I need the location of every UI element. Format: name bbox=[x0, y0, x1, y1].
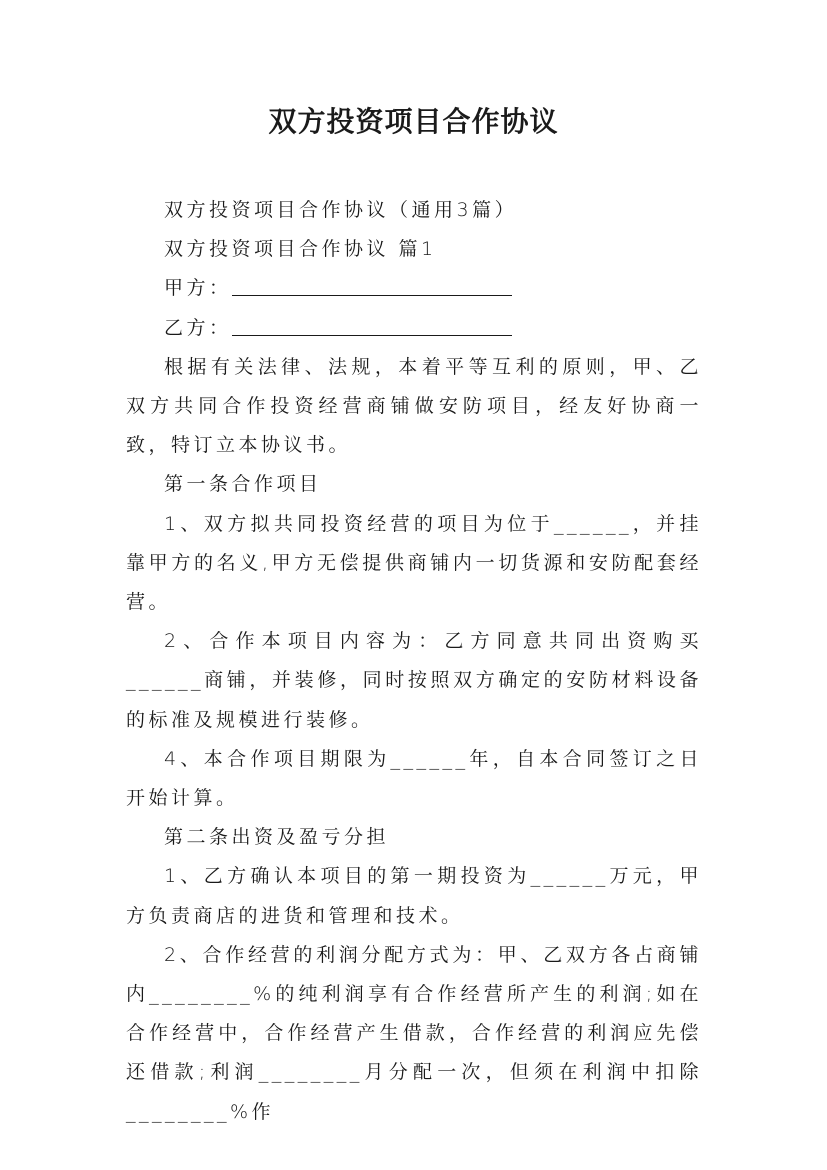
party-a-label: 甲方： bbox=[164, 277, 232, 300]
preamble-paragraph: 根据有关法律、法规，本着平等互利的原则，甲、乙双方共同合作投资经营商铺做安防项目，经友好协商一致，特订立本协议书。 bbox=[126, 355, 702, 457]
party-b-blank bbox=[232, 317, 512, 336]
party-b-label: 乙方： bbox=[164, 316, 232, 339]
article2-item2: 2、合作经营的利润分配方式为：甲、乙双方各占商铺内________%的纯利润享有合作经营所产生的利润;如在合作经营中，合作经营产生借款，合作经营的利润应先偿还借款;利润________月分配一次，但须在利润中扣除________%作 bbox=[126, 943, 702, 1123]
article1-item2: 2、合作本项目内容为：乙方同意共同出资购买______商铺，并装修，同时按照双方确定的安防材料设备的标准及规模进行装修。 bbox=[126, 630, 702, 731]
party-a-blank bbox=[232, 277, 512, 296]
article1-item4: 4、本合作项目期限为______年，自本合同签订之日开始计算。 bbox=[126, 747, 702, 810]
article2-item1: 1、乙方确认本项目的第一期投资为______万元，甲方负责商店的进货和管理和技术。 bbox=[126, 865, 702, 927]
article1-item1: 1、双方拟共同投资经营的项目为位于______，并挂靠甲方的名义,甲方无偿提供商铺内一切货源和安防配套经营。 bbox=[126, 512, 702, 614]
document-subtitle: 双方投资项目合作协议（通用3篇） bbox=[164, 199, 518, 221]
part-heading: 双方投资项目合作协议 篇1 bbox=[164, 238, 437, 261]
article1-heading: 第一条合作项目 bbox=[164, 473, 322, 496]
party-a-line bbox=[126, 269, 702, 308]
article2-heading: 第二条出资及盈亏分担 bbox=[164, 826, 390, 849]
document-title: 双方投资项目合作协议 bbox=[268, 105, 559, 138]
party-b-line bbox=[126, 309, 702, 348]
document-body bbox=[126, 191, 702, 1132]
